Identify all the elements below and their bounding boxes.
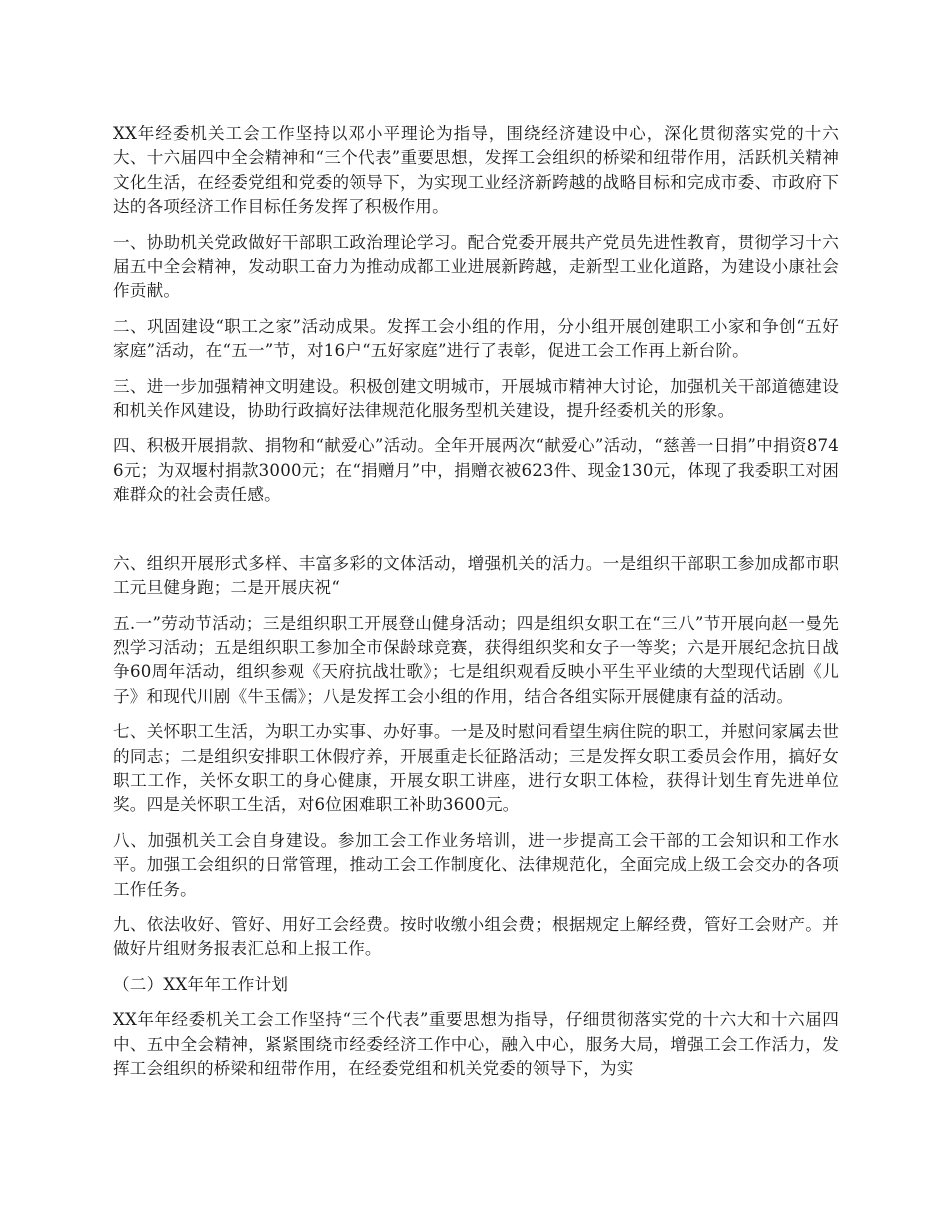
paragraph-item-7: 七、关怀职工生活，为职工办实事、办好事。一是及时慰问看望生病住院的职工，并慰问家属去世的同志；二是组织安排职工休假疗养，开展重走长征路活动；三是发挥女职工委员会作用，搞好女职工工作，关怀女职工的身心健康，开展女职工讲座，进行女职工体检，获得计划生育先进单位奖。四是关怀职工生活，对6位困难职工补助3600元。 bbox=[113, 722, 839, 815]
plan-paragraph: XX年年经委机关工会工作坚持“三个代表”重要思想为指导，仔细贯彻落实党的十六大和十六届四中、五中全会精神，紧紧围绕市经委经济工作中心，融入中心，服务大局，增强工会工作活力，发挥工会组织的桥梁和纽带作用，在经委党组和机关党委的领导下，为实 bbox=[113, 1010, 839, 1078]
paragraph-gap bbox=[113, 519, 839, 552]
intro-paragraph: XX年经委机关工会工作坚持以邓小平理论为指导，围绕经济建设中心，深化贯彻落实党的十六大、十六届四中全会精神和“三个代表”重要思想，发挥工会组织的桥梁和纽带作用，活跃机关精神文化生活，在经委党组和党委的领导下，为实现工业经济新跨越的战略目标和完成市委、市政府下达的各项经济工作目标任务发挥了积极作用。 bbox=[113, 124, 839, 217]
paragraph-item-1: 一、协助机关党政做好干部职工政治理论学习。配合党委开展共产党员先进性教育，贯彻学习十六届五中全会精神，发动职工奋力为推动成都工业进展新跨越，走新型工业化道路，为建设小康社会作贡献。 bbox=[113, 232, 839, 301]
paragraph-item-9: 九、依法收好、管好、用好工会经费。按时收缴小组会费；根据规定上解经费，管好工会财产。并做好片组财务报表汇总和上报工作。 bbox=[113, 914, 839, 959]
paragraph-item-2: 二、巩固建设“职工之家”活动成果。发挥工会小组的作用，分小组开展创建职工小家和争创“五好家庭”活动，在“五一”节，对16户“五好家庭”进行了表彰，促进工会工作再上新台阶。 bbox=[113, 316, 839, 361]
section-heading: （二）XX年年工作计划 bbox=[113, 974, 289, 994]
document-page bbox=[113, 122, 839, 1092]
paragraph-item-4: 四、积极开展捐款、捐物和“献爱心”活动。全年开展两次“献爱心”活动，“慈善一日捐”中捐资8746元；为双堰村捐款3000元；在“捐赠月”中，捐赠衣被623件、现金130元，体现了我委职工对困难群众的社会责任感。 bbox=[113, 436, 839, 505]
paragraph-item-6: 六、组织开展形式多样、丰富多彩的文体活动，增强机关的活力。一是组织干部职工参加成都市职工元旦健身跑；二是开展庆祝“ bbox=[113, 553, 839, 598]
paragraph-item-8: 八、加强机关工会自身建设。参加工会工作业务培训，进一步提高工会干部的工会知识和工作水平。加强工会组织的日常管理，推动工会工作制度化、法律规范化，全面完成上级工会交办的各项工作任务。 bbox=[113, 830, 839, 899]
paragraph-item-6-continued: 五.一”劳动节活动；三是组织职工开展登山健身活动；四是组织女职工在“三八”节开展向赵一曼先烈学习活动；五是组织职工参加全市保龄球竞赛，获得组织奖和女子一等奖；六是开展纪念抗日战争60周年活动，组织参观《天府抗战壮歌》；七是组织观看反映小平生平业绩的大型现代话剧《儿子》和现代川剧《牛玉儒》；八是发挥工会小组的作用，结合各组实际开展健康有益的活动。 bbox=[113, 613, 839, 706]
paragraph-item-3: 三、进一步加强精神文明建设。积极创建文明城市，开展城市精神大讨论，加强机关干部道德建设和机关作风建设，协助行政搞好法律规范化服务型机关建设，提升经委机关的形象。 bbox=[113, 376, 839, 421]
